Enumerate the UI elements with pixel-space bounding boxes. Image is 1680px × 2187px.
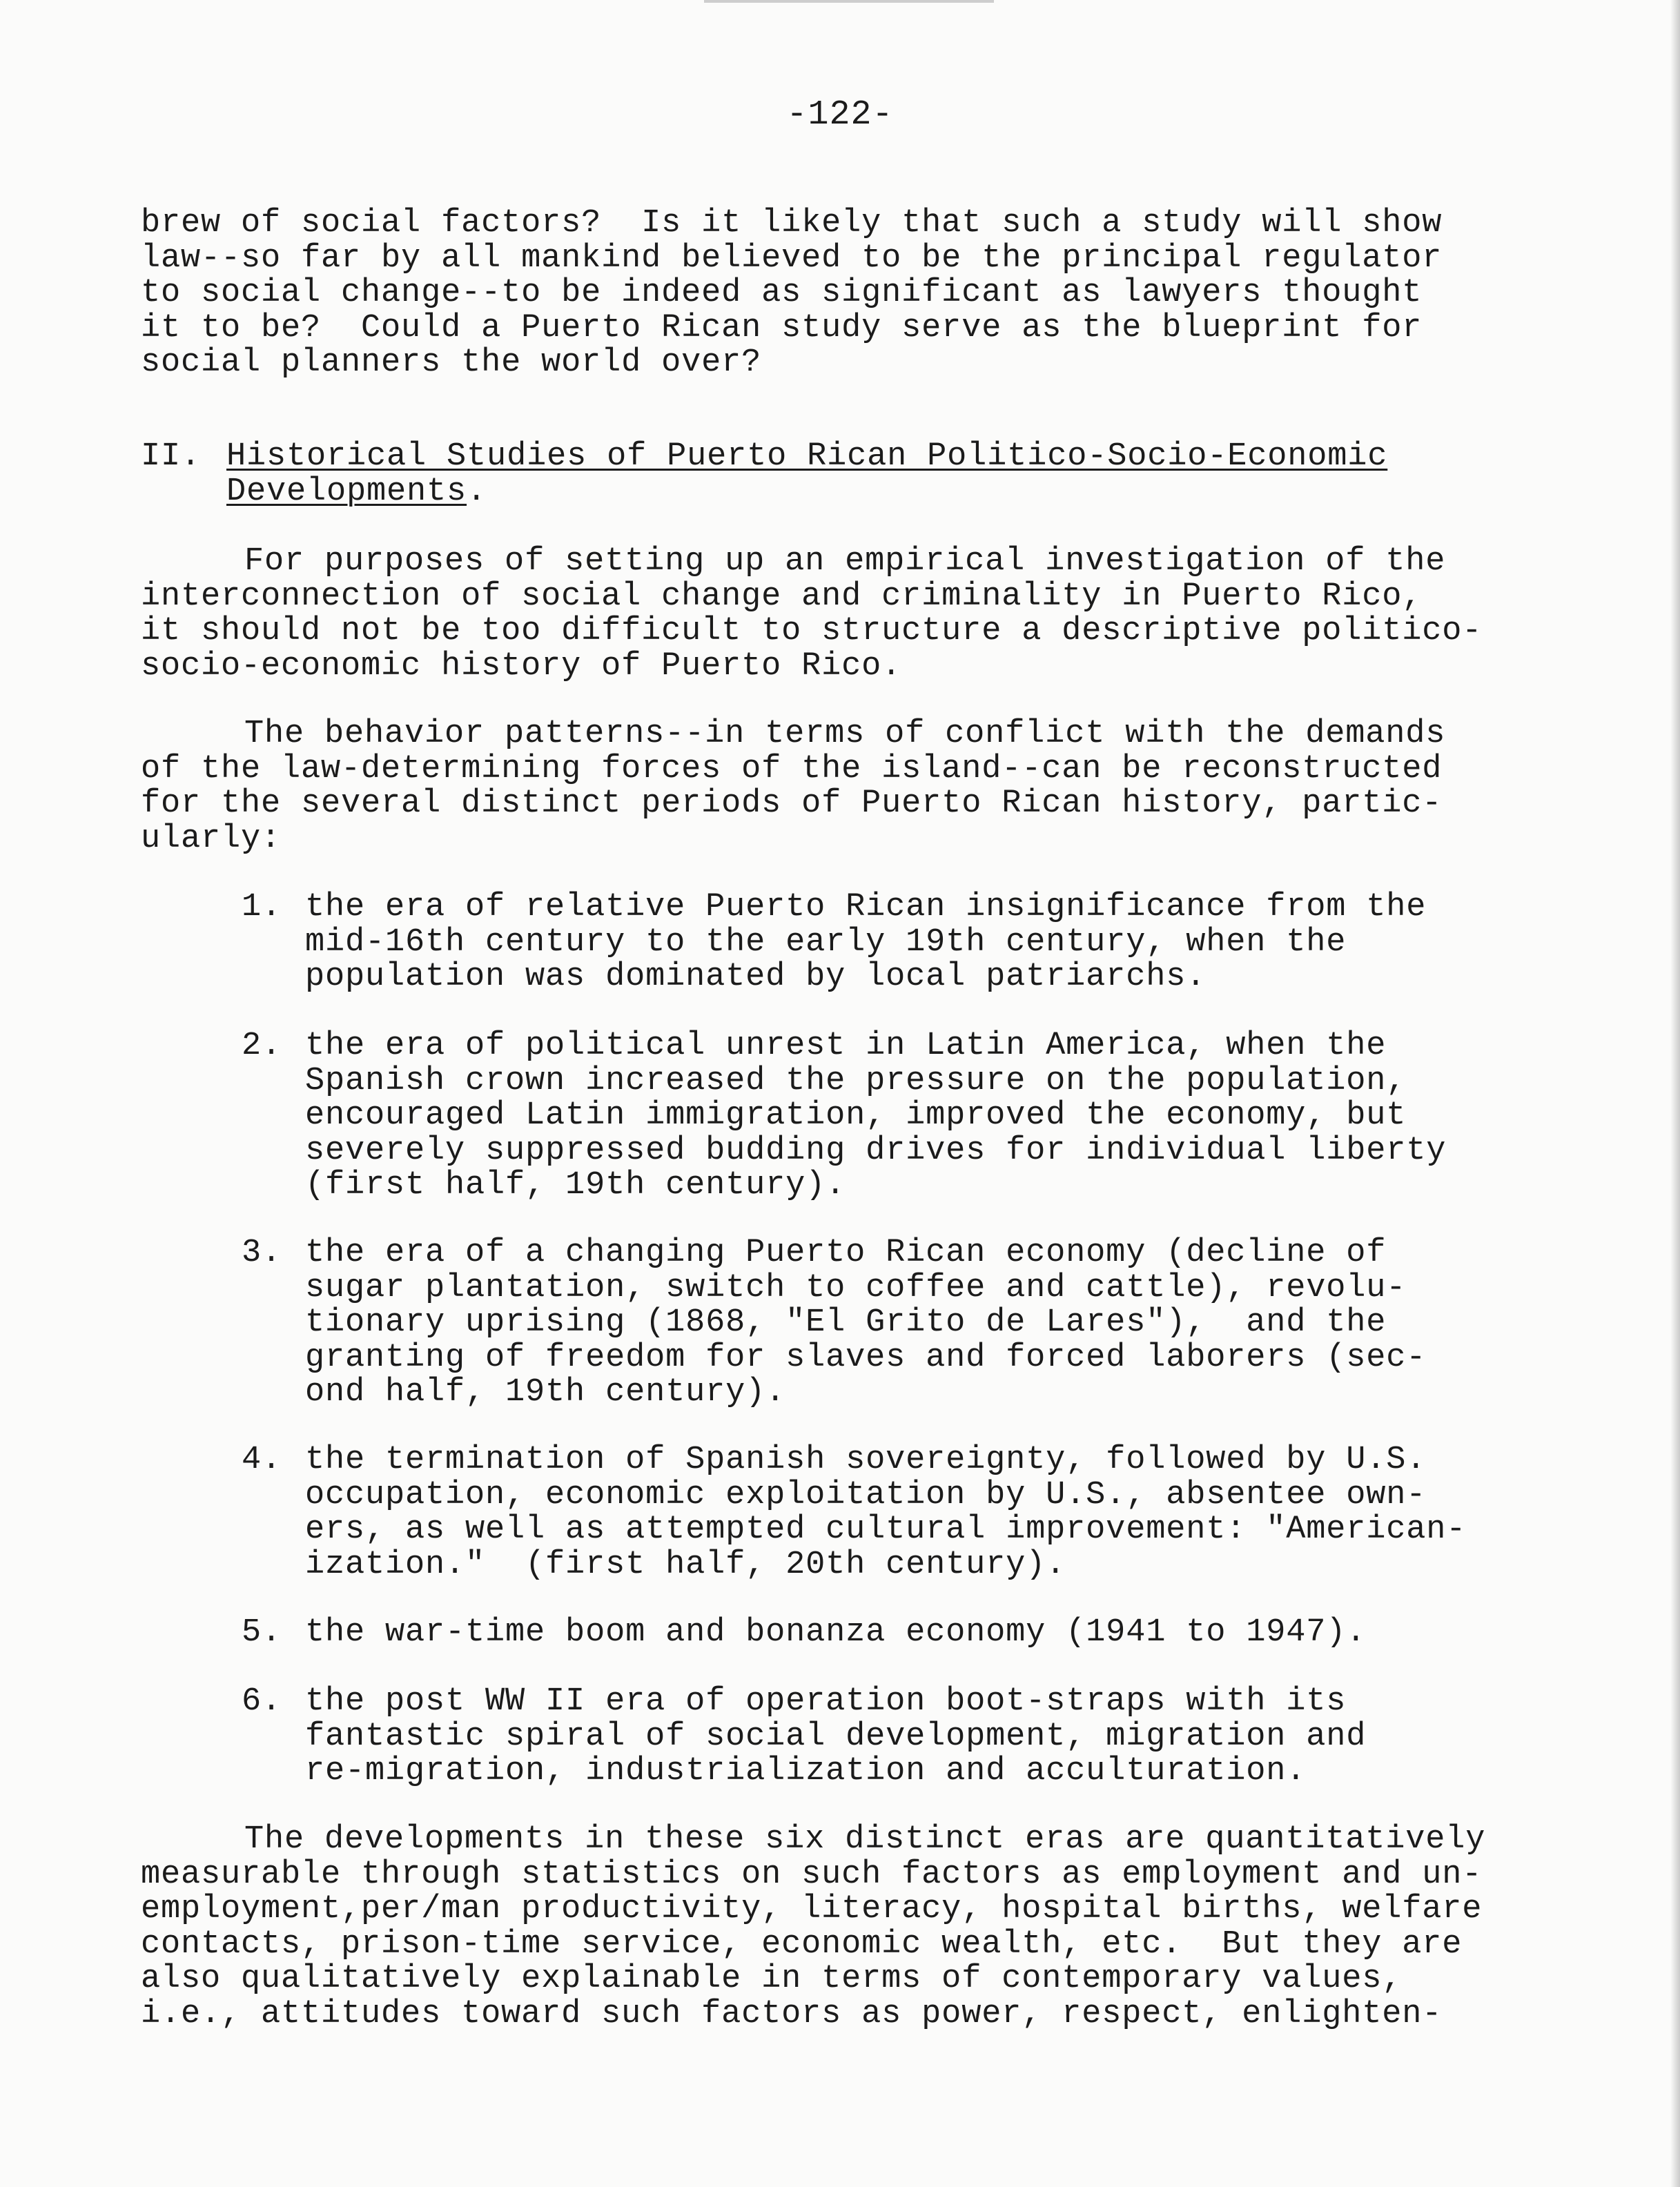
text-line: sugar plantation, switch to coffee and cattle), revolu- <box>305 1269 1407 1306</box>
text-line: it should not be too difficult to structure a descriptive politico- <box>141 613 1483 649</box>
text-line: of the law-determining forces of the island--can be reconstructed <box>141 750 1443 787</box>
text-line: tionary uprising (1868, "El Grito de Lares"), and the <box>305 1304 1387 1341</box>
text-line: the era of political unrest in Latin America, when the <box>305 1028 1387 1064</box>
text-line: the era of relative Puerto Rican insignificance from the <box>305 889 1427 925</box>
text-line: ond half, 19th century). <box>305 1374 786 1411</box>
text-line: ization." (first half, 20th century). <box>305 1546 1066 1583</box>
scan-edge-shadow <box>1670 0 1680 2187</box>
text-line: contacts, prison-time service, economic wealth, etc. But they are <box>141 1925 1463 1963</box>
text-line: re-migration, industrialization and acculturation. <box>305 1753 1307 1789</box>
paragraph <box>141 545 1556 684</box>
text-line: (first half, 19th century). <box>305 1167 846 1204</box>
text-line: severely suppressed budding drives for individual liberty <box>305 1132 1447 1169</box>
section-title-line: Developments <box>226 473 467 510</box>
list-marker: 6. <box>242 1683 282 1720</box>
scan-mark <box>704 0 994 3</box>
text-line: encouraged Latin immigration, improved the economy, but <box>305 1097 1407 1134</box>
list-item-text <box>305 1236 1589 1411</box>
list-item-text <box>305 1443 1589 1582</box>
section-title <box>226 440 1579 509</box>
text-line: ers, as well as attempted cultural improvement: "American- <box>305 1511 1467 1548</box>
text-line: the war-time boom and bonanza economy (1941 to 1947). <box>305 1614 1367 1651</box>
text-line: social planners the world over? <box>141 344 762 381</box>
text-line: for the several distinct periods of Puerto Rican history, partic- <box>141 785 1443 822</box>
section-number: II. <box>141 438 202 475</box>
list-item-text <box>305 1029 1589 1204</box>
text-line: For purposes of setting up an empirical investigation of the <box>244 543 1446 580</box>
text-line: measurable through statistics on such factors as employment and un- <box>141 1856 1483 1893</box>
text-line: employment,per/man productivity, literacy, hospital births, welfare <box>141 1891 1483 1928</box>
paragraph <box>141 717 1556 856</box>
list-marker: 1. <box>242 889 282 925</box>
text-line: to social change--to be indeed as significant as lawyers thought <box>141 275 1423 311</box>
page-number: -122- <box>786 95 894 135</box>
text-line: population was dominated by local patriarchs. <box>305 959 1207 995</box>
text-line: brew of social factors? Is it likely that such a study will show <box>141 205 1443 242</box>
text-line: Spanish crown increased the pressure on the population, <box>305 1062 1407 1099</box>
text-line: The behavior patterns--in terms of conflict with the demands <box>244 716 1446 752</box>
text-line: law--so far by all mankind believed to be the principal regulator <box>141 239 1443 277</box>
list-marker: 3. <box>242 1235 282 1271</box>
text-line: fantastic spiral of social development, migration and <box>305 1718 1367 1755</box>
text-line: i.e., attitudes toward such factors as power, respect, enlighten- <box>141 1995 1443 2032</box>
text-line: occupation, economic exploitation by U.S., absentee own- <box>305 1476 1427 1513</box>
text-line: the termination of Spanish sovereignty, followed by U.S. <box>305 1442 1427 1478</box>
paragraph <box>141 1823 1556 2032</box>
text-line: granting of freedom for slaves and forced laborers (sec- <box>305 1339 1427 1376</box>
text-line: it to be? Could a Puerto Rican study serve as the blueprint for <box>141 309 1423 346</box>
text-line: also qualitatively explainable in terms of contemporary values, <box>141 1961 1403 1997</box>
list-item-text <box>305 1616 1589 1651</box>
list-marker: 2. <box>242 1028 282 1064</box>
text-line: socio-economic history of Puerto Rico. <box>141 647 902 685</box>
text-line: the era of a changing Puerto Rican economy (decline of <box>305 1235 1387 1271</box>
list-item-text <box>305 890 1589 995</box>
text-line: mid-16th century to the early 19th century, when the <box>305 923 1347 961</box>
list-marker: 4. <box>242 1442 282 1478</box>
list-item-text <box>305 1685 1589 1789</box>
list-marker: 5. <box>242 1614 282 1651</box>
text-line: the post WW II era of operation boot-straps with its <box>305 1683 1347 1720</box>
text-line: interconnection of social change and criminality in Puerto Rico, <box>141 578 1423 615</box>
text-line: The developments in these six distinct eras are quantitatively <box>244 1821 1486 1858</box>
section-title-line: Historical Studies of Puerto Rican Politico-Socio-Economic <box>226 438 1388 475</box>
intro-paragraph <box>141 206 1556 381</box>
section-title-period: . <box>467 473 487 510</box>
text-line: ularly: <box>141 820 282 857</box>
